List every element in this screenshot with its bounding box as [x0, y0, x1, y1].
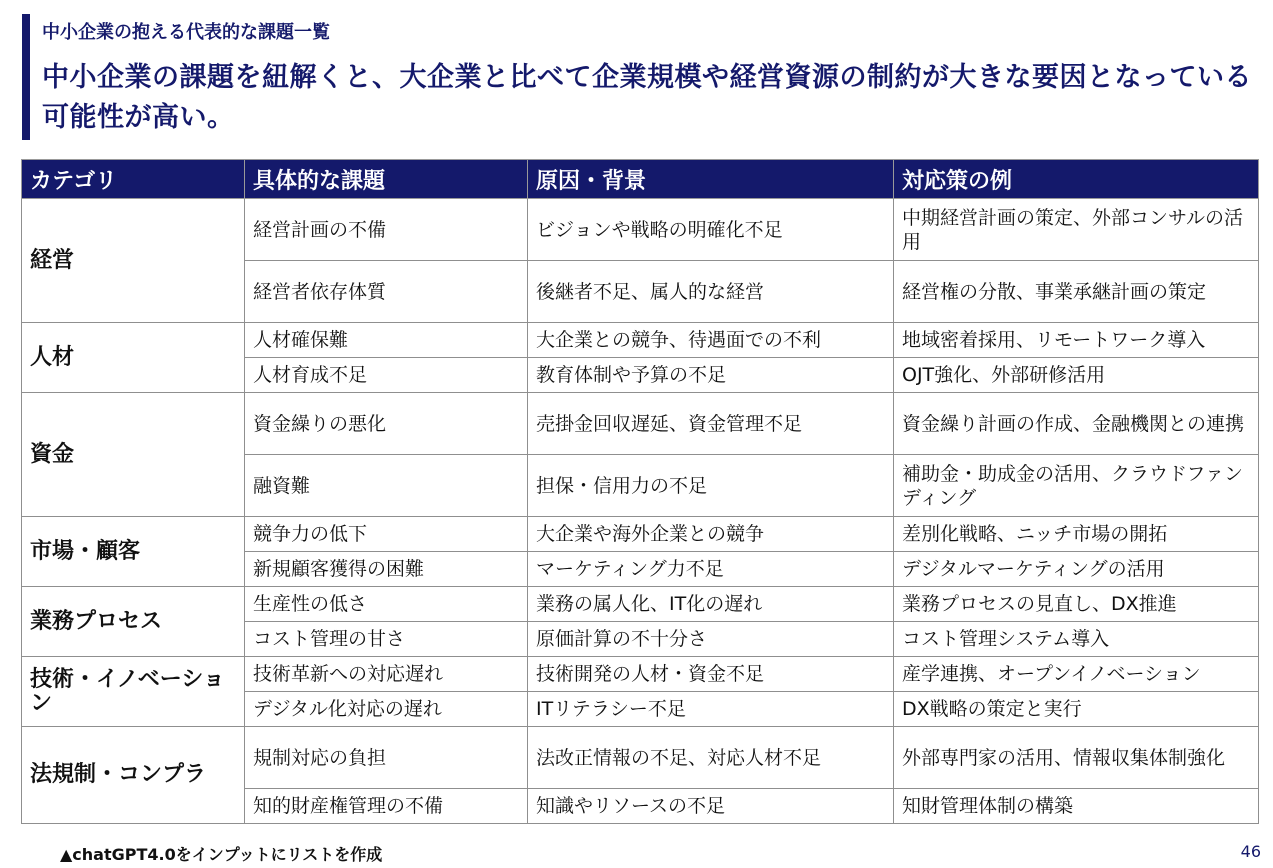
issue-cell: デジタル化対応の遅れ: [245, 692, 528, 727]
issues-table: [21, 159, 1259, 824]
header-measure: 対応策の例: [894, 160, 1259, 199]
issue-cell: 競争力の低下: [245, 517, 528, 552]
cause-cell: 大企業や海外企業との競争: [528, 517, 894, 552]
table-row: [22, 727, 1259, 789]
cause-cell: 担保・信用力の不足: [528, 455, 894, 517]
issue-cell: 技術革新への対応遅れ: [245, 657, 528, 692]
table-row: [22, 657, 1259, 692]
table-row: [22, 199, 1259, 261]
measure-cell: 知財管理体制の構築: [894, 789, 1259, 824]
issue-cell: 新規顧客獲得の困難: [245, 552, 528, 587]
category-cell: 経営: [22, 199, 245, 323]
cause-cell: 売掛金回収遅延、資金管理不足: [528, 393, 894, 455]
cause-cell: 知識やリソースの不足: [528, 789, 894, 824]
measure-cell: 産学連携、オープンイノベーション: [894, 657, 1259, 692]
cause-cell: ITリテラシー不足: [528, 692, 894, 727]
page-number: 46: [1240, 842, 1261, 861]
issue-cell: 融資難: [245, 455, 528, 517]
measure-cell: 地域密着採用、リモートワーク導入: [894, 323, 1259, 358]
issue-cell: コスト管理の甘さ: [245, 622, 528, 657]
category-cell: 資金: [22, 393, 245, 517]
measure-cell: 差別化戦略、ニッチ市場の開拓: [894, 517, 1259, 552]
cause-cell: 法改正情報の不足、対応人材不足: [528, 727, 894, 789]
measure-cell: 補助金・助成金の活用、クラウドファンディング: [894, 455, 1259, 517]
table-row: [22, 323, 1259, 358]
cause-cell: 原価計算の不十分さ: [528, 622, 894, 657]
cause-cell: 業務の属人化、IT化の遅れ: [528, 587, 894, 622]
category-cell: 技術・イノベーション: [22, 657, 245, 727]
category-cell: 法規制・コンプラ: [22, 727, 245, 824]
measure-cell: DX戦略の策定と実行: [894, 692, 1259, 727]
issue-cell: 人材育成不足: [245, 358, 528, 393]
slide-subtitle: 中小企業の抱える代表的な課題一覧: [42, 22, 330, 43]
cause-cell: 大企業との競争、待遇面での不利: [528, 323, 894, 358]
table-row: [22, 393, 1259, 455]
measure-cell: 資金繰り計画の作成、金融機関との連携: [894, 393, 1259, 455]
measure-cell: デジタルマーケティングの活用: [894, 552, 1259, 587]
cause-cell: 技術開発の人材・資金不足: [528, 657, 894, 692]
category-cell: 人材: [22, 323, 245, 393]
issue-cell: 資金繰りの悪化: [245, 393, 528, 455]
table-row: [22, 587, 1259, 622]
issue-cell: 経営者依存体質: [245, 261, 528, 323]
header-cause: 原因・背景: [528, 160, 894, 199]
measure-cell: 中期経営計画の策定、外部コンサルの活用: [894, 199, 1259, 261]
slide-headline: 中小企業の課題を紐解くと、大企業と比べて企業規模や経営資源の制約が大きな要因となっている可能性が高い。: [42, 62, 1252, 133]
measure-cell: OJT強化、外部研修活用: [894, 358, 1259, 393]
cause-cell: 後継者不足、属人的な経営: [528, 261, 894, 323]
table-row: [22, 517, 1259, 552]
cause-cell: ビジョンや戦略の明確化不足: [528, 199, 894, 261]
measure-cell: 経営権の分散、事業承継計画の策定: [894, 261, 1259, 323]
issue-cell: 知的財産権管理の不備: [245, 789, 528, 824]
category-cell: 業務プロセス: [22, 587, 245, 657]
cause-cell: 教育体制や予算の不足: [528, 358, 894, 393]
category-cell: 市場・顧客: [22, 517, 245, 587]
cause-cell: マーケティング力不足: [528, 552, 894, 587]
measure-cell: 外部専門家の活用、情報収集体制強化: [894, 727, 1259, 789]
header-category: カテゴリ: [22, 160, 245, 199]
footnote: ▲chatGPT4.0をインプットにリストを作成: [60, 845, 383, 864]
table-header-row: [22, 160, 1259, 199]
header-issue: 具体的な課題: [245, 160, 528, 199]
measure-cell: コスト管理システム導入: [894, 622, 1259, 657]
issue-cell: 経営計画の不備: [245, 199, 528, 261]
issue-cell: 規制対応の負担: [245, 727, 528, 789]
issue-cell: 生産性の低さ: [245, 587, 528, 622]
measure-cell: 業務プロセスの見直し、DX推進: [894, 587, 1259, 622]
issue-cell: 人材確保難: [245, 323, 528, 358]
accent-bar: [22, 14, 30, 140]
